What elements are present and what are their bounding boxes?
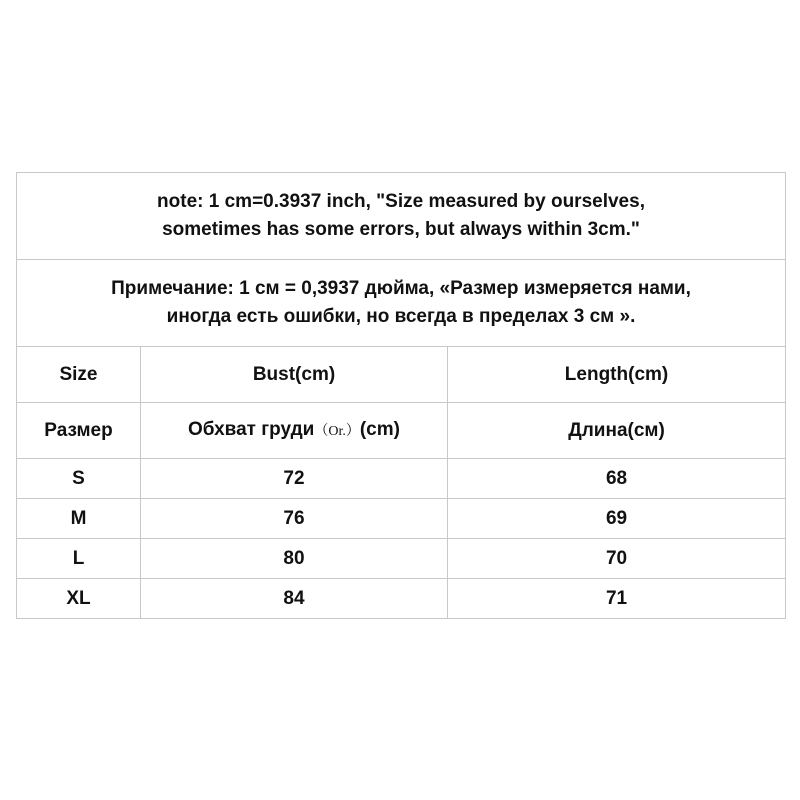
table-row xyxy=(17,499,786,539)
length-cell: 71 xyxy=(448,579,786,619)
note-row-russian xyxy=(17,260,786,347)
bust-cell: 84 xyxy=(141,579,448,619)
table-row xyxy=(17,459,786,499)
header-length-en: Length(cm) xyxy=(448,347,786,403)
header-size-ru: Размер xyxy=(17,403,141,459)
header-length-ru: Длина(см) xyxy=(448,403,786,459)
note-row-english xyxy=(17,173,786,260)
note-russian-line-1: Примечание: 1 см = 0,3937 дюйма, «Размер измеряется нами, xyxy=(111,278,691,299)
size-cell: XL xyxy=(17,579,141,619)
header-row-english xyxy=(17,347,786,403)
note-english-line-2: sometimes has some errors, but always within 3cm." xyxy=(162,219,640,240)
bust-cell: 72 xyxy=(141,459,448,499)
bust-cell: 80 xyxy=(141,539,448,579)
header-bust-ru-or: （Or.） xyxy=(314,423,360,439)
size-cell: M xyxy=(17,499,141,539)
size-cell: L xyxy=(17,539,141,579)
size-cell: S xyxy=(17,459,141,499)
table-row xyxy=(17,579,786,619)
note-english-line-1: note: 1 cm=0.3937 inch, "Size measured by ourselves, xyxy=(157,191,645,212)
length-cell: 68 xyxy=(448,459,786,499)
header-bust-ru xyxy=(141,403,448,459)
size-chart-table xyxy=(16,172,786,619)
bust-cell: 76 xyxy=(141,499,448,539)
table-row xyxy=(17,539,786,579)
note-russian-line-2: иногда есть ошибки, но всегда в пределах 3 см ». xyxy=(166,306,636,327)
header-bust-ru-unit: (cm) xyxy=(359,418,400,440)
header-size-en: Size xyxy=(17,347,141,403)
header-bust-ru-main: Обхват груди xyxy=(188,418,315,440)
length-cell: 70 xyxy=(448,539,786,579)
note-english xyxy=(17,173,786,260)
length-cell: 69 xyxy=(448,499,786,539)
note-russian xyxy=(17,260,786,347)
header-bust-en: Bust(cm) xyxy=(141,347,448,403)
header-row-russian xyxy=(17,403,786,459)
